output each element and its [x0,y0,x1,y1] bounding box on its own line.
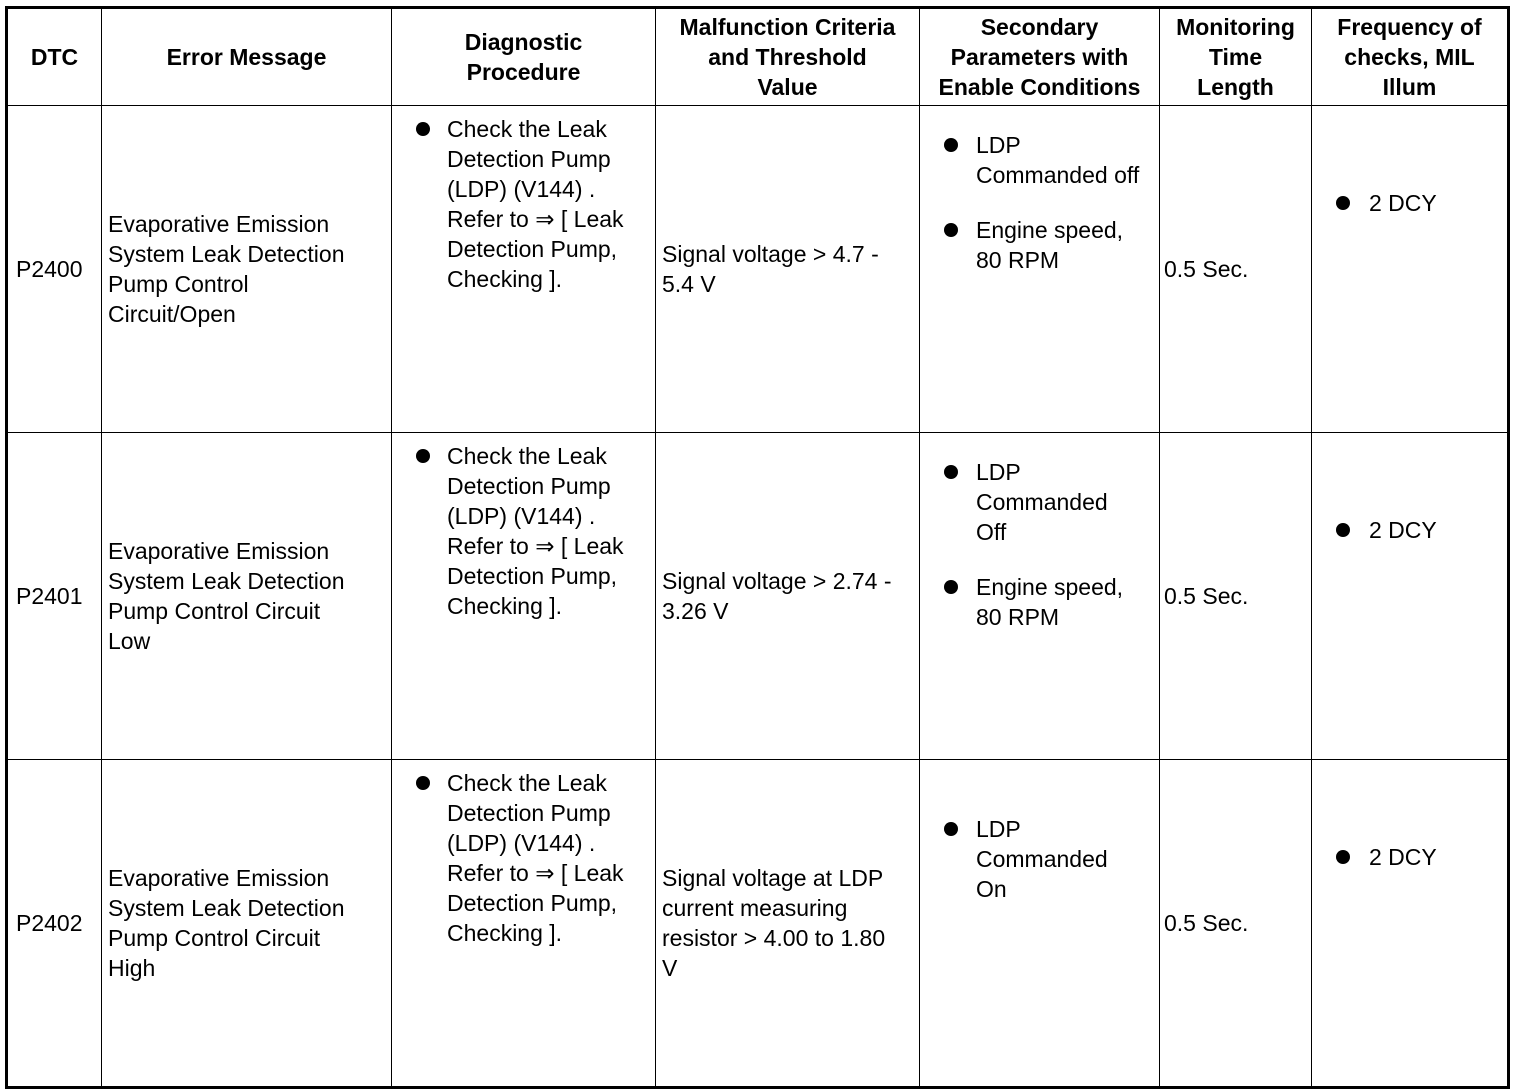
dtc-code: P2402 [16,910,83,936]
dtc-code: P2400 [16,256,83,282]
header-secondary-parameters [920,8,1160,106]
procedure-text: Check the Leak Detection Pump (LDP) (V144) . Refer to ⇒ [ Leak Detection Pump, Checking ]. [447,116,624,292]
secondary-parameters-cell [920,106,1160,433]
secondary-parameters-cell [920,760,1160,1088]
secondary-parameter-item [920,814,1159,904]
secondary-parameter-text: LDP Commanded Off [976,459,1108,545]
bullet-icon [1336,523,1350,537]
procedure-item [392,441,655,621]
bullet-icon [1336,850,1350,864]
frequency-text: 2 DCY [1369,190,1437,216]
bullet-icon [944,138,958,152]
criteria-text: Signal voltage > 4.7 - 5.4 V [662,241,879,297]
criteria-cell [656,106,920,433]
criteria-text: Signal voltage > 2.74 - 3.26 V [662,568,892,624]
bullet-icon [944,465,958,479]
header-dtc-text: DTC [30,44,79,70]
monitoring-time-text: 0.5 Sec. [1164,583,1249,609]
header-dtc [7,8,102,106]
dtc-cell [7,760,102,1088]
procedure-cell [392,106,656,433]
secondary-parameter-text: LDP Commanded off [976,132,1140,188]
bullet-icon [416,449,430,463]
header-error-message [102,8,392,106]
table-row [7,106,1509,433]
monitoring-time-cell [1160,433,1312,760]
dtc-table [5,6,1510,1089]
frequency-cell [1312,106,1509,433]
header-secondary-parameters-text: Secondary Parameters with Enable Conditions [938,14,1141,100]
bullet-icon [944,822,958,836]
criteria-text: Signal voltage at LDP current measuring resistor > 4.00 to 1.80 V [662,865,886,981]
frequency-item [1312,188,1507,218]
secondary-parameter-item [920,130,1159,190]
error-message-cell [102,433,392,760]
header-malfunction-criteria-text: Malfunction Criteria and Threshold Value [679,14,896,100]
procedure-text: Check the Leak Detection Pump (LDP) (V144) . Refer to ⇒ [ Leak Detection Pump, Checking ]. [447,443,624,619]
secondary-parameter-text: Engine speed, 80 RPM [976,574,1124,630]
monitoring-time-text: 0.5 Sec. [1164,910,1249,936]
secondary-parameters-cell [920,433,1160,760]
error-message-text: Evaporative Emission System Leak Detection Pump Control Circuit Low [108,538,345,654]
header-diagnostic-procedure-text: Diagnostic Procedure [464,29,583,85]
procedure-item [392,114,655,294]
dtc-cell [7,106,102,433]
bullet-icon [1336,196,1350,210]
header-monitoring-time-text: Monitoring Time Length [1176,14,1295,100]
secondary-parameter-item [920,572,1159,632]
criteria-cell [656,433,920,760]
monitoring-time-text: 0.5 Sec. [1164,256,1249,282]
secondary-parameter-text: LDP Commanded On [976,816,1108,902]
procedure-cell [392,760,656,1088]
procedure-item [392,768,655,948]
frequency-item [1312,515,1507,545]
frequency-cell [1312,760,1509,1088]
header-malfunction-criteria [656,8,920,106]
bullet-icon [416,776,430,790]
header-monitoring-time [1160,8,1312,106]
error-message-cell [102,760,392,1088]
frequency-item [1312,842,1507,872]
error-message-cell [102,106,392,433]
dtc-table-container [5,6,1510,1089]
dtc-code: P2401 [16,583,83,609]
frequency-text: 2 DCY [1369,844,1437,870]
header-row [7,8,1509,106]
header-frequency-text: Frequency of checks, MIL Illum [1337,14,1482,100]
monitoring-time-cell [1160,760,1312,1088]
table-row [7,433,1509,760]
header-diagnostic-procedure [392,8,656,106]
secondary-parameter-item [920,215,1159,275]
criteria-cell [656,760,920,1088]
error-message-text: Evaporative Emission System Leak Detection Pump Control Circuit High [108,865,345,981]
bullet-icon [944,223,958,237]
table-row [7,760,1509,1088]
dtc-cell [7,433,102,760]
procedure-cell [392,433,656,760]
error-message-text: Evaporative Emission System Leak Detection Pump Control Circuit/Open [108,211,345,327]
header-error-message-text: Error Message [166,44,327,70]
frequency-text: 2 DCY [1369,517,1437,543]
secondary-parameter-item [920,457,1159,547]
monitoring-time-cell [1160,106,1312,433]
frequency-cell [1312,433,1509,760]
secondary-parameter-text: Engine speed, 80 RPM [976,217,1124,273]
procedure-text: Check the Leak Detection Pump (LDP) (V144) . Refer to ⇒ [ Leak Detection Pump, Checking ]. [447,770,624,946]
bullet-icon [416,122,430,136]
header-frequency [1312,8,1509,106]
bullet-icon [944,580,958,594]
